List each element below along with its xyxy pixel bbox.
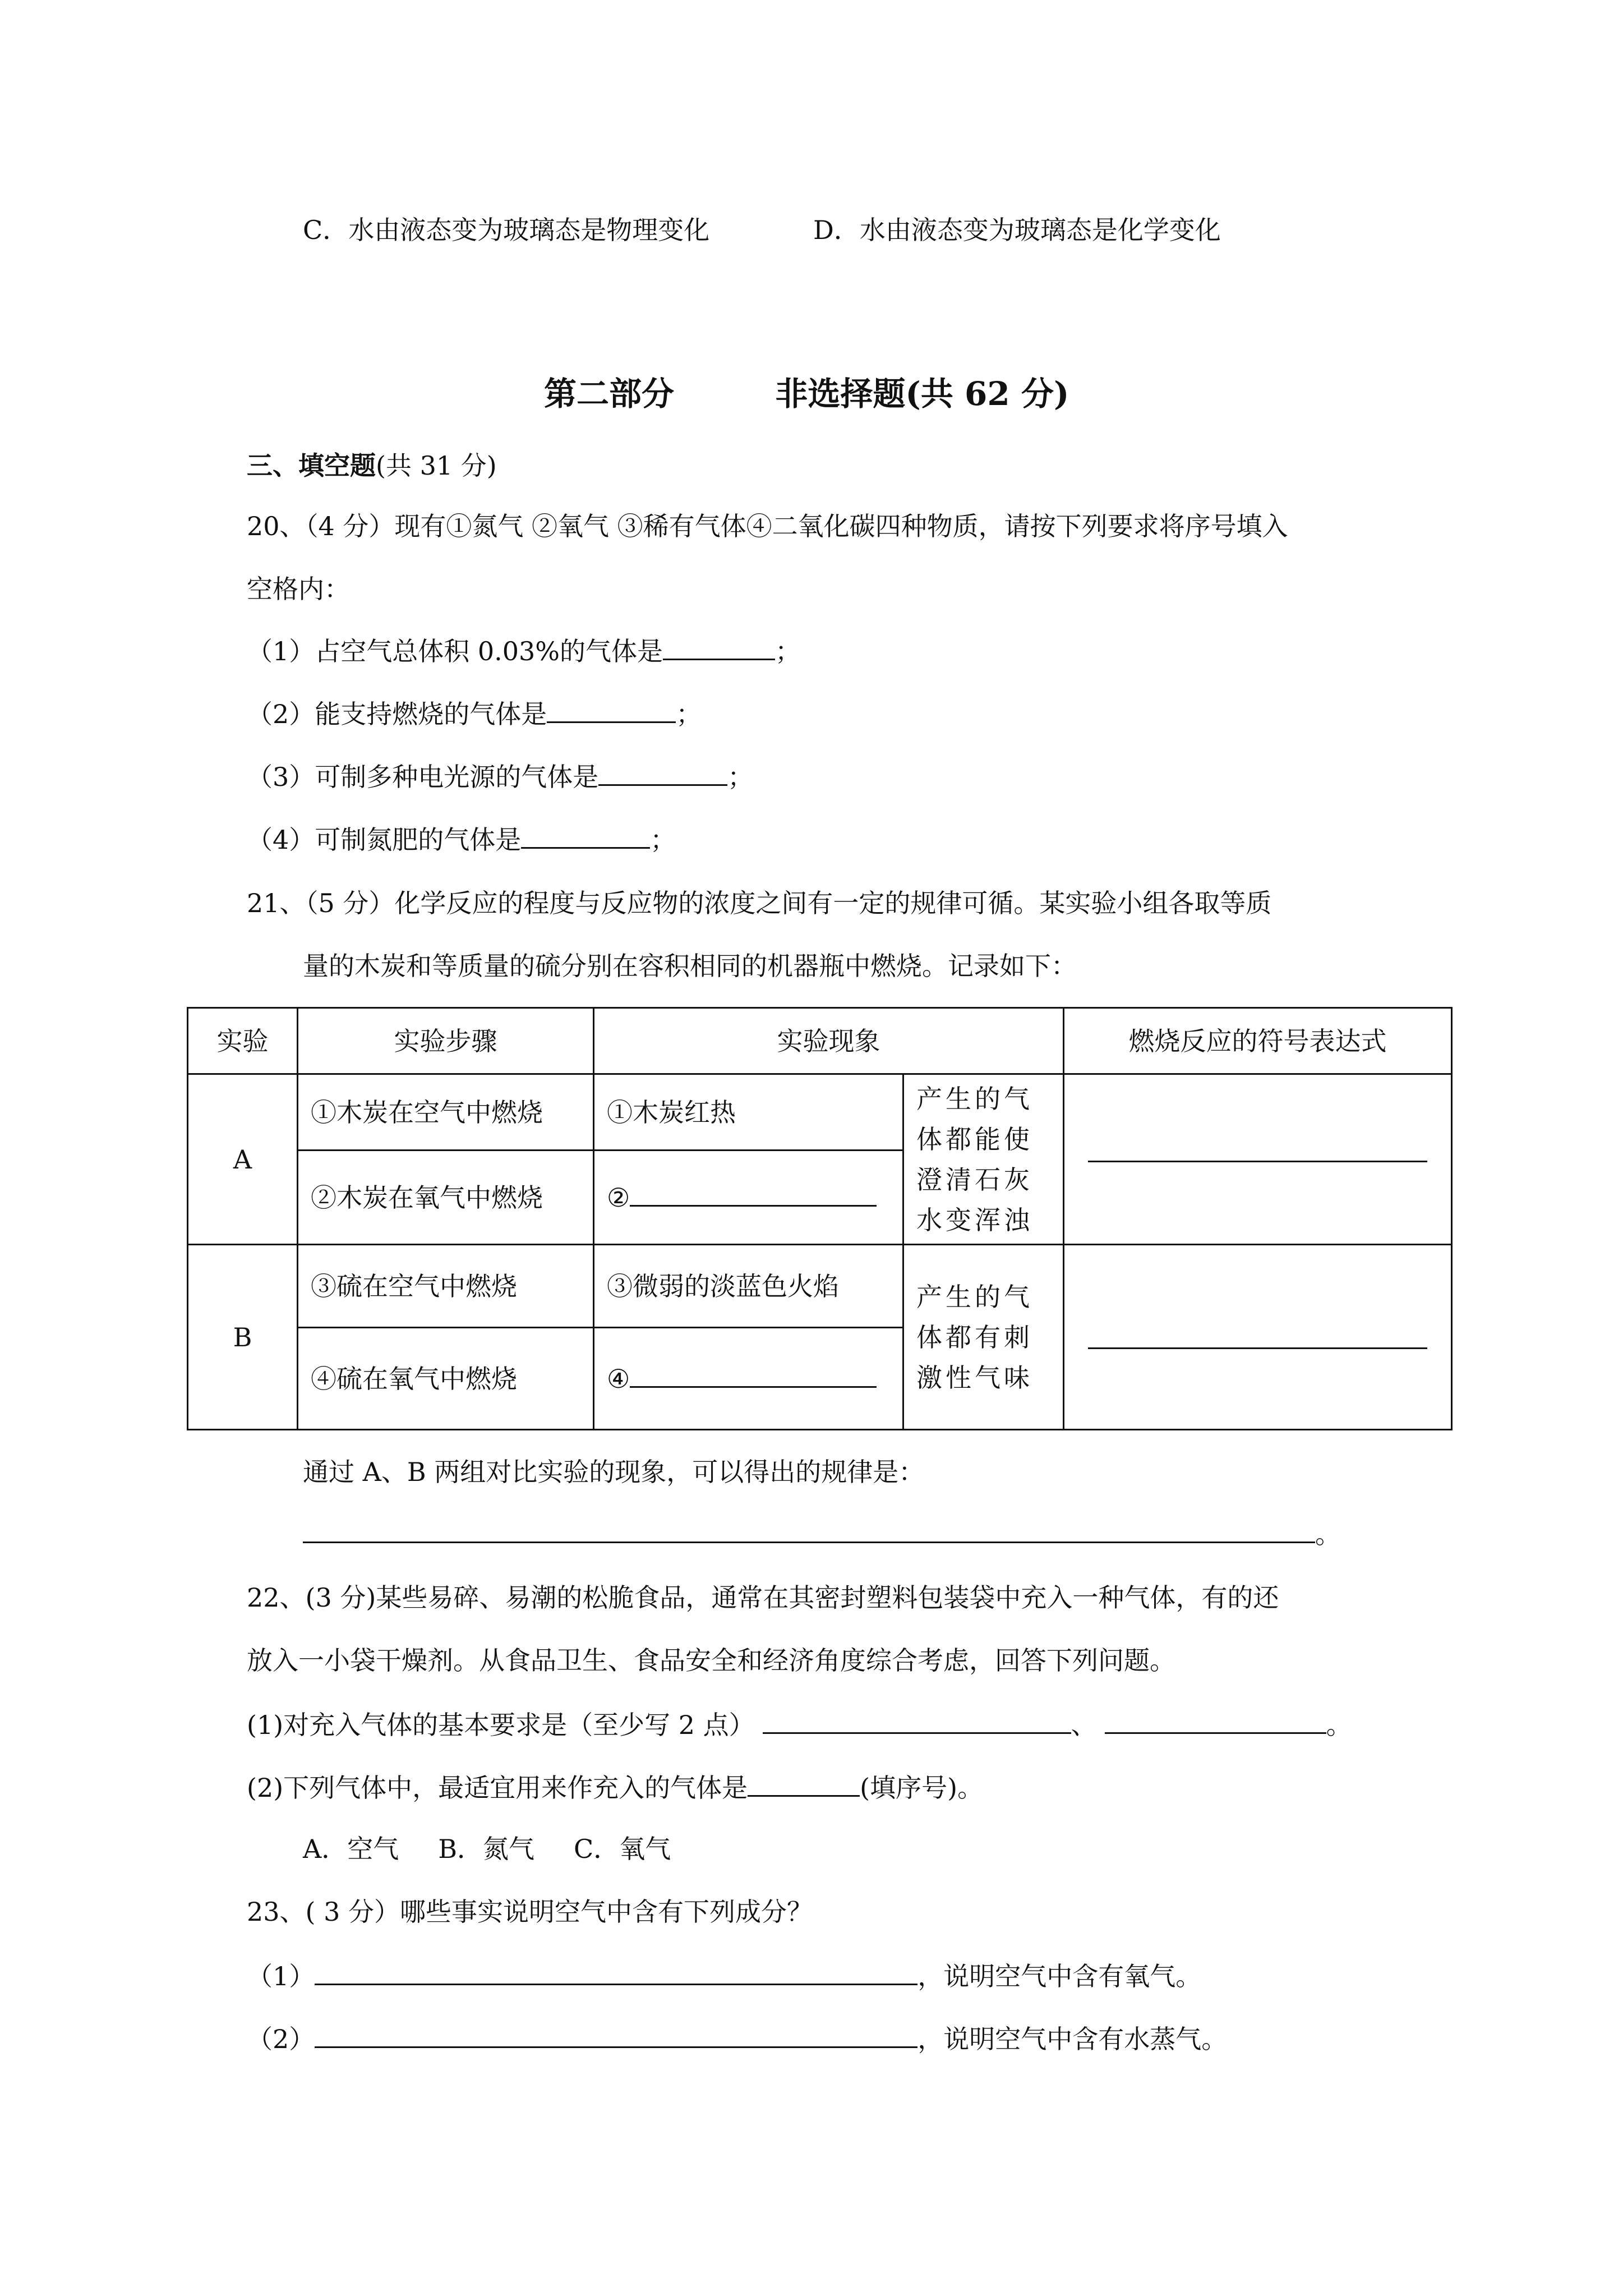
q21-conclusion: 通过 A、B 两组对比实验的现象，可以得出的规律是： xyxy=(303,1457,925,1487)
section-heading xyxy=(247,449,497,482)
table-header-row xyxy=(188,1008,1452,1074)
part-title-left: 第二部分 xyxy=(544,375,675,413)
phenomenon-2-cell xyxy=(594,1151,903,1245)
table-row xyxy=(188,1245,1452,1328)
q23-item-1-blank[interactable] xyxy=(315,1958,917,1985)
q22-stem-2: 放入一小袋干燥剂。从食品卫生、食品安全和经济角度综合考虑，回答下列问题。 xyxy=(247,1645,1175,1676)
q22-option-b: B．氮气 xyxy=(438,1834,535,1864)
q23-item-2-blank[interactable] xyxy=(315,2021,917,2048)
q22-option-a: A．空气 xyxy=(303,1834,399,1864)
step-2: ②木炭在氧气中燃烧 xyxy=(298,1151,594,1245)
group-b-expression-cell xyxy=(1064,1245,1452,1430)
phenomenon-4-cell xyxy=(594,1328,903,1430)
q20-item-1-label: （1）占空气总体积 0.03%的气体是 xyxy=(247,636,663,666)
header-expression: 燃烧反应的符号表达式 xyxy=(1064,1008,1452,1074)
group-b-label: B xyxy=(188,1245,298,1430)
q23-item-2-tail: ，说明空气中含有水蒸气。 xyxy=(917,2024,1228,2054)
section-score: (共 31 分) xyxy=(376,450,497,481)
q23-item-2 xyxy=(247,2021,1227,2056)
group-a-expression-blank[interactable] xyxy=(1088,1161,1427,1162)
q20-item-1-blank[interactable] xyxy=(663,633,775,660)
q20-item-3-tail: ； xyxy=(727,762,754,792)
q20-item-2 xyxy=(247,696,702,731)
q23-item-1-label: （1） xyxy=(247,1961,315,1991)
phenomenon-2: ② xyxy=(607,1182,630,1213)
q20-item-1 xyxy=(247,633,801,668)
phenomenon-4-blank[interactable] xyxy=(630,1360,877,1388)
q23-item-1-tail: ，说明空气中含有氧气。 xyxy=(917,1961,1202,1991)
q20-item-4-label: （4）可制氮肥的气体是 xyxy=(247,825,522,855)
q20-item-3-blank[interactable] xyxy=(598,758,727,786)
q22-sub-1-end: 。 xyxy=(1326,1710,1352,1740)
q23-item-2-label: （2） xyxy=(247,2024,315,2054)
q22-sub-1-label: (1)对充入气体的基本要求是（至少写 2 点） xyxy=(247,1710,755,1740)
part-title xyxy=(544,377,1069,411)
q22-sub-1-sep: 、 xyxy=(1071,1710,1097,1740)
option-d: D．水由液态变为玻璃态是化学变化 xyxy=(813,215,1221,245)
q22-sub-2 xyxy=(247,1769,983,1805)
group-a-label: A xyxy=(188,1074,298,1245)
q22-option-c: C．氧气 xyxy=(574,1834,671,1864)
experiment-table xyxy=(187,1007,1453,1430)
q21-stem-1: 21、（5 分）化学反应的程度与反应物的浓度之间有一定的规律可循。某实验小组各取等质 xyxy=(247,888,1272,918)
q20-item-4-tail: ； xyxy=(650,825,676,855)
step-3: ③硫在空气中燃烧 xyxy=(298,1245,594,1328)
q20-item-2-label: （2）能支持燃烧的气体是 xyxy=(247,699,547,729)
phenomenon-1: ①木炭红热 xyxy=(594,1074,903,1151)
q20-item-4-blank[interactable] xyxy=(521,821,650,849)
q22-options xyxy=(303,1832,671,1866)
q21-conclusion-answer xyxy=(303,1516,1341,1551)
q20-item-3-label: （3）可制多种电光源的气体是 xyxy=(247,762,599,792)
group-a-common: 产生的气体都能使澄清石灰水变浑浊 xyxy=(903,1074,1064,1245)
group-b-expression-blank[interactable] xyxy=(1088,1347,1427,1349)
q22-sub-2-end: (填序号)。 xyxy=(860,1773,984,1803)
q20-item-3 xyxy=(247,758,753,794)
table-row xyxy=(188,1074,1452,1151)
group-b-common: 产生的气体都有刺激性气味 xyxy=(903,1245,1064,1430)
q22-sub-2-label: (2)下列气体中，最适宜用来作充入的气体是 xyxy=(247,1773,748,1803)
section-heading-label: 三、填空题 xyxy=(247,450,376,481)
step-1: ①木炭在空气中燃烧 xyxy=(298,1074,594,1151)
q20-stem-1: 20、（4 分）现有①氮气 ②氧气 ③稀有气体④二氧化碳四种物质，请按下列要求将序号填入 xyxy=(247,511,1288,541)
q22-sub-1-blank-2[interactable] xyxy=(1105,1706,1326,1734)
part-title-right: 非选择题(共 62 分) xyxy=(775,375,1069,413)
phenomenon-3: ③微弱的淡蓝色火焰 xyxy=(594,1245,903,1328)
q21-conclusion-end: 。 xyxy=(1315,1519,1341,1549)
phenomenon-4: ④ xyxy=(607,1364,630,1394)
q20-item-2-blank[interactable] xyxy=(547,696,676,723)
q20-item-4 xyxy=(247,821,676,857)
header-experiment: 实验 xyxy=(188,1008,298,1074)
q20-item-2-tail: ； xyxy=(676,699,702,729)
step-4: ④硫在氧气中燃烧 xyxy=(298,1328,594,1430)
header-steps: 实验步骤 xyxy=(298,1008,594,1074)
q23-item-1 xyxy=(247,1958,1201,1993)
phenomenon-2-blank[interactable] xyxy=(630,1179,877,1207)
header-phenomenon: 实验现象 xyxy=(594,1008,1064,1074)
q20-stem-2: 空格内： xyxy=(247,574,350,604)
q21-conclusion-blank[interactable] xyxy=(303,1516,1315,1543)
q22-stem-1: 22、(3 分)某些易碎、易潮的松脆食品，通常在其密封塑料包装袋中充入一种气体，有的还 xyxy=(247,1582,1279,1613)
group-a-expression-cell xyxy=(1064,1074,1452,1245)
q21-stem-2: 量的木炭和等质量的硫分别在容积相同的机器瓶中燃烧。记录如下： xyxy=(303,951,1077,981)
option-c: C．水由液态变为玻璃态是物理变化 xyxy=(303,215,710,245)
q22-sub-2-blank[interactable] xyxy=(748,1769,860,1797)
q22-sub-1 xyxy=(247,1706,1352,1742)
q22-sub-1-blank-1[interactable] xyxy=(763,1706,1071,1734)
q20-item-1-tail: ； xyxy=(775,636,801,666)
q23-stem: 23、( 3 分）哪些事实说明空气中含有下列成分？ xyxy=(247,1897,813,1927)
